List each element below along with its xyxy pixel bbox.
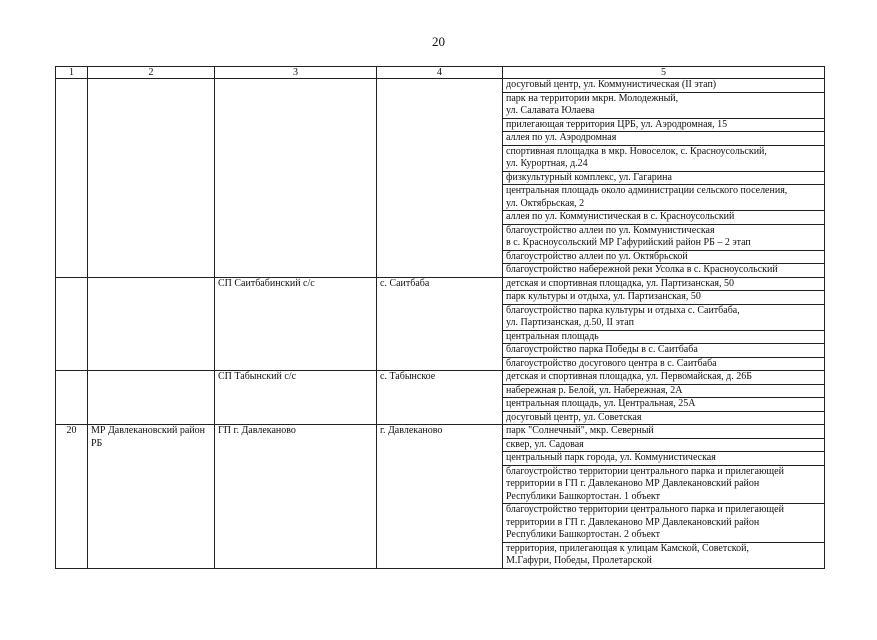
object-line: благоустройство территории центрального парка и прилегающей	[506, 504, 784, 515]
object-line: территория, прилегающая к улицам Камской, Советской,	[506, 542, 749, 554]
object-line: ул. Октябрьская, 2	[506, 197, 585, 209]
table-row	[56, 79, 825, 93]
object-cell	[503, 398, 825, 412]
header-row	[56, 67, 825, 79]
program-table	[55, 66, 825, 569]
locality-cell: с. Саитбаба	[377, 277, 503, 371]
table-row	[56, 371, 825, 385]
locality-cell: с. Табынское	[377, 371, 503, 425]
object-line: территории в ГП г. Давлеканово МР Давлекановский район	[506, 516, 760, 528]
object-line: благоустройство досугового центра в с. Саитбаба	[506, 357, 717, 369]
table-row	[56, 277, 825, 291]
object-line: ул. Партизанская, д.50, II этап	[506, 317, 634, 328]
settlement-cell	[215, 79, 377, 278]
object-cell	[503, 132, 825, 146]
object-line: набережная р. Белой, ул. Набережная, 2А	[506, 384, 683, 396]
object-cell	[503, 465, 825, 504]
object-cell	[503, 145, 825, 171]
object-cell	[503, 79, 825, 93]
district-cell	[88, 79, 215, 278]
table-row	[56, 425, 825, 439]
object-line: детская и спортивная площадка, ул. Первомайская, д. 26Б	[506, 371, 752, 382]
object-cell	[503, 411, 825, 425]
object-line: ул. Салавата Юлаева	[506, 105, 595, 116]
object-cell	[503, 185, 825, 211]
object-cell	[503, 118, 825, 132]
object-cell	[503, 211, 825, 225]
object-line: досуговый центр, ул. Коммунистическая (II этап)	[506, 79, 717, 90]
object-cell	[503, 357, 825, 371]
object-line: физкультурный комплекс, ул. Гагарина	[506, 171, 672, 183]
object-line: аллея по ул. Коммунистическая в с. Красноусольский	[506, 211, 735, 222]
district-cell	[88, 371, 215, 425]
object-line: досуговый центр, ул. Советская	[506, 411, 642, 423]
object-line: парк на территории мкрн. Молодежный,	[506, 92, 679, 104]
object-line: аллея по ул. Аэродромная	[506, 132, 617, 143]
settlement-cell: СП Табынский с/с	[215, 371, 377, 425]
row-number-cell: 20	[56, 425, 88, 569]
object-cell	[503, 452, 825, 466]
object-line: парк культуры и отдыха, ул. Партизанская, 50	[506, 291, 701, 302]
object-cell	[503, 92, 825, 118]
object-cell	[503, 542, 825, 568]
object-cell	[503, 504, 825, 543]
settlement-cell: СП Саитбабинский с/с	[215, 277, 377, 371]
object-cell	[503, 291, 825, 305]
object-line: благоустройство парка Победы в с. Саитбаба	[506, 344, 698, 355]
column-header: 3	[215, 67, 377, 79]
column-header: 4	[377, 67, 503, 79]
object-cell	[503, 425, 825, 439]
object-line: ул. Курортная, д.24	[506, 158, 588, 169]
object-cell	[503, 250, 825, 264]
locality-cell	[377, 79, 503, 278]
column-header: 5	[503, 67, 825, 79]
object-line: детская и спортивная площадка, ул. Партизанская, 50	[506, 277, 734, 289]
settlement-cell: ГП г. Давлеканово	[215, 425, 377, 569]
object-line: центральная площадь	[506, 330, 599, 342]
object-line: центральная площадь, ул. Центральная, 25А	[506, 398, 696, 409]
object-line: Республики Башкортостан. 2 объект	[506, 529, 661, 540]
object-line: территории в ГП г. Давлеканово МР Давлекановский район	[506, 478, 760, 489]
object-cell	[503, 438, 825, 452]
object-cell	[503, 224, 825, 250]
object-line: центральная площадь около администрации сельского поселения,	[506, 185, 788, 196]
object-cell	[503, 330, 825, 344]
object-line: спортивная площадка в мкр. Новоселок, с. Красноусольский,	[506, 145, 767, 157]
district-cell	[88, 277, 215, 371]
object-cell	[503, 304, 825, 330]
object-line: благоустройство набережной реки Усолка в с. Красноусольский	[506, 264, 778, 275]
object-line: благоустройство территории центрального парка и прилегающей	[506, 465, 784, 477]
row-number-cell	[56, 371, 88, 425]
object-line: М.Гафури, Победы, Пролетарской	[506, 555, 652, 566]
object-cell	[503, 344, 825, 358]
column-header: 1	[56, 67, 88, 79]
object-line: парк "Солнечный", мкр. Северный	[506, 425, 654, 436]
object-line: сквер, ул. Садовая	[506, 438, 584, 450]
column-header: 2	[88, 67, 215, 79]
object-cell	[503, 371, 825, 385]
row-number-cell	[56, 79, 88, 278]
object-line: в с. Красноусольский МР Гафурийский район РБ – 2 этап	[506, 237, 751, 248]
object-line: благоустройство аллеи по ул. Октябрьской	[506, 250, 688, 262]
page-number: 20	[432, 34, 445, 49]
locality-cell: г. Давлеканово	[377, 425, 503, 569]
object-line: благоустройство парка культуры и отдыха с. Саитбаба,	[506, 304, 740, 316]
object-cell	[503, 264, 825, 278]
district-cell: МР Давлекановский район РБ	[88, 425, 215, 569]
row-number-cell	[56, 277, 88, 371]
object-line: прилегающая территория ЦРБ, ул. Аэродромная, 15	[506, 118, 728, 130]
object-cell	[503, 171, 825, 185]
object-cell	[503, 384, 825, 398]
object-line: Республики Башкортостан. 1 объект	[506, 490, 661, 502]
object-line: благоустройство аллеи по ул. Коммунистическая	[506, 224, 715, 236]
object-cell	[503, 277, 825, 291]
object-line: центральный парк города, ул. Коммунистическая	[506, 452, 716, 463]
